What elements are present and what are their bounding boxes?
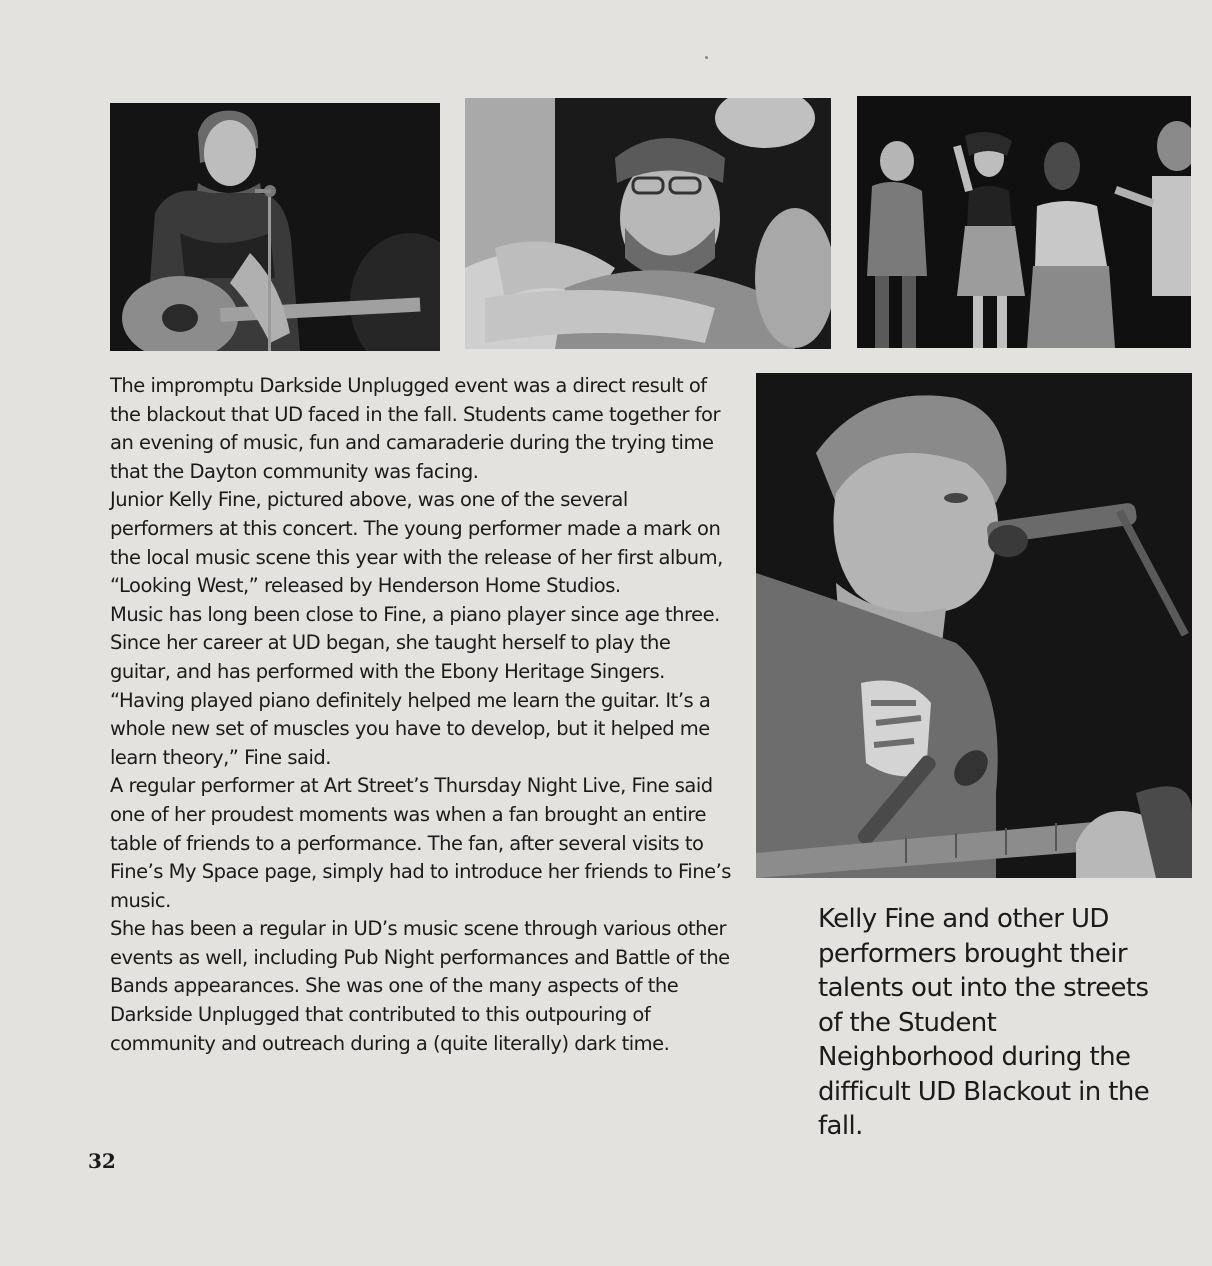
article-paragraph: Music has long been close to Fine, a piano player since age three. Since her career at UD began, she taught herself to play the guitar, and has performed with the Ebony Heritage Singers. xyxy=(110,602,720,683)
article-paragraph: “Having played piano definitely helped me learn the guitar. It’s a whole new set of muscles you have to develop, but it helped me learn theory,” Fine said. xyxy=(110,688,711,769)
photo-dancing-students xyxy=(857,96,1191,348)
article-body xyxy=(110,372,735,1058)
article-paragraph: A regular performer at Art Street’s Thursday Night Live, Fine said one of her proudest moments was when a fan brought an entire table of friends to a performance. The fan, after several visits to Fine’s My Space page, simply had to introduce her friends to Fine’s music. xyxy=(110,774,731,912)
scan-speck xyxy=(705,56,708,59)
article-paragraph: She has been a regular in UD’s music scene through various other events as well, including Pub Night performances and Battle of the Bands appearances. She was one of the many aspects of the Darkside Unplugged that contributed to this outpouring of community and outreach during a (quite literally) dark time. xyxy=(110,917,730,1055)
photo-singer-with-guitar xyxy=(110,103,440,351)
article-paragraph: Junior Kelly Fine, pictured above, was one of the several performers at this concert. The young performer made a mark on the local music scene this year with the release of her first album, “Looking West,” released by Henderson Home Studios. xyxy=(110,488,723,598)
photo-guitarist-singing xyxy=(756,373,1192,878)
article-paragraph: The impromptu Darkside Unplugged event was a direct result of the blackout that UD faced in the fall. Students came together for an evening of music, fun and camaraderie during the trying time that the Dayton community was facing. xyxy=(110,374,720,483)
page-number: 32 xyxy=(88,1149,116,1173)
photo-crowd-listening xyxy=(465,98,831,349)
photo-caption: Kelly Fine and other UD performers brought their talents out into the streets of the Student Neighborhood during the difficult UD Blackout in the fall. xyxy=(818,904,1150,1141)
